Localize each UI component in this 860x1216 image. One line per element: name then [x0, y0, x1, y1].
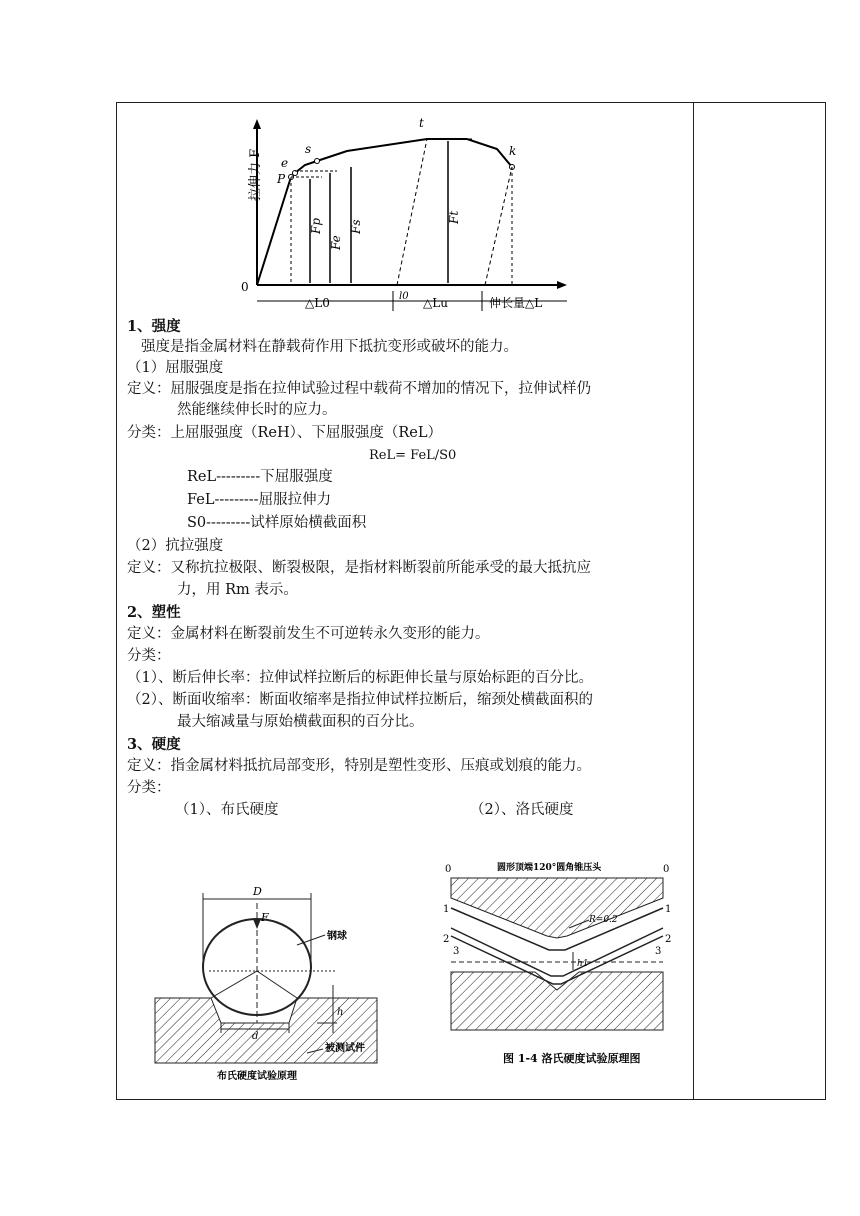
rockwell-figure	[439, 858, 675, 1078]
mark-3-left: 3	[453, 946, 460, 957]
point-k-label: k	[509, 144, 517, 158]
mark-3-right: 3	[655, 946, 662, 957]
h1-label: h1	[577, 959, 589, 969]
reduction-item-line2: 最大缩减量与原始横截面积的百分比。	[177, 714, 424, 730]
force-label: F	[261, 911, 269, 924]
mark-2-left: 2	[443, 934, 450, 945]
radius-label: R=0.2	[589, 915, 618, 925]
origin-label: 0	[241, 280, 249, 294]
mark-0-left: 0	[445, 864, 452, 875]
ball-label: 钢球	[327, 931, 347, 942]
rockwell-title: （2）、洛氏硬度	[470, 802, 574, 818]
yield-title: （1）屈服强度	[127, 360, 224, 376]
rockwell-caption: 图 1-4 洛氏硬度试验原理图	[503, 1052, 641, 1065]
point-p-label: P	[277, 172, 286, 186]
brinell-figure	[147, 873, 387, 1083]
yield-definition-line2: 然能继续伸长时的应力。	[177, 402, 337, 418]
delta-lu-label: △Lu	[423, 296, 448, 310]
hardness-classification: 分类：	[127, 780, 171, 796]
hardness-title: 3、硬度	[127, 736, 181, 753]
fel-definition: FeL---------屈服拉伸力	[187, 492, 332, 508]
force-fe-label: Fe	[329, 235, 343, 250]
plasticity-classification: 分类：	[127, 648, 171, 664]
specimen-label: 被测试件	[325, 1043, 365, 1054]
mark-0-right: 0	[663, 864, 670, 875]
reduction-item-line1: （2）、断面收缩率：断面收缩率是指拉伸试样拉断后，缩颈处横截面积的	[127, 692, 593, 708]
l0-label: l0	[399, 291, 409, 302]
mark-1-left: 1	[443, 904, 450, 915]
s0-definition: S0---------试样原始横截面积	[187, 515, 367, 531]
strength-definition: 强度是指金属材料在静载荷作用下抵抗变形或破坏的能力。	[141, 339, 518, 355]
tensile-strength-title: （2）抗拉强度	[127, 538, 224, 554]
yield-definition-line1: 定义：屈服强度是指在拉伸试验过程中载荷不增加的情况下，拉伸试样仍	[127, 381, 591, 397]
tensile-definition-line1: 定义：又称抗拉极限、断裂极限，是指材料断裂前所能承受的最大抵抗应	[127, 560, 591, 576]
rel-definition: ReL---------下屈服强度	[187, 469, 333, 485]
indenter-header: 圆形顶端120°圆角锥压头	[497, 863, 602, 873]
depth-label: h	[337, 1007, 344, 1018]
force-fs-label: Fs	[349, 219, 363, 234]
axis-y-label: 拉伸力 F	[248, 148, 263, 201]
force-ft-label: Ft	[447, 210, 461, 224]
point-e-label: e	[281, 156, 289, 170]
indent-diameter-label: d	[252, 1031, 259, 1042]
strength-title: 1、强度	[127, 318, 181, 335]
tensile-curve-figure	[227, 105, 587, 315]
mark-2-right: 2	[665, 934, 672, 945]
point-t-label: t	[419, 116, 424, 130]
brinell-caption: 布氏硬度试验原理	[217, 1071, 297, 1082]
tensile-definition-line2: 力，用 Rm 表示。	[177, 582, 298, 598]
yield-formula: ReL= FeL/S0	[369, 448, 457, 463]
content-cell	[125, 103, 691, 1099]
page-table	[116, 102, 826, 1100]
hardness-definition: 定义：指金属材料抵抗局部变形，特别是塑性变形、压痕或划痕的能力。	[127, 758, 591, 774]
yield-classification: 分类：上屈服强度（ReH）、下屈服强度（ReL）	[127, 425, 443, 441]
plasticity-definition: 定义：金属材料在断裂前发生不可逆转永久变形的能力。	[127, 626, 490, 642]
mark-1-right: 1	[665, 904, 672, 915]
elongation-item: （1）、断后伸长率：拉伸试样拉断后的标距伸长量与原始标距的百分比。	[127, 670, 593, 686]
diameter-label: D	[253, 885, 262, 898]
brinell-title: （1）、布氏硬度	[175, 802, 279, 818]
plasticity-title: 2、塑性	[127, 604, 181, 621]
force-fp-label: Fp	[309, 217, 323, 234]
elongation-label: 伸长量△L	[489, 296, 543, 310]
column-divider	[693, 103, 694, 1099]
delta-l0-label: △L0	[305, 296, 330, 310]
point-s-label: s	[305, 142, 312, 156]
